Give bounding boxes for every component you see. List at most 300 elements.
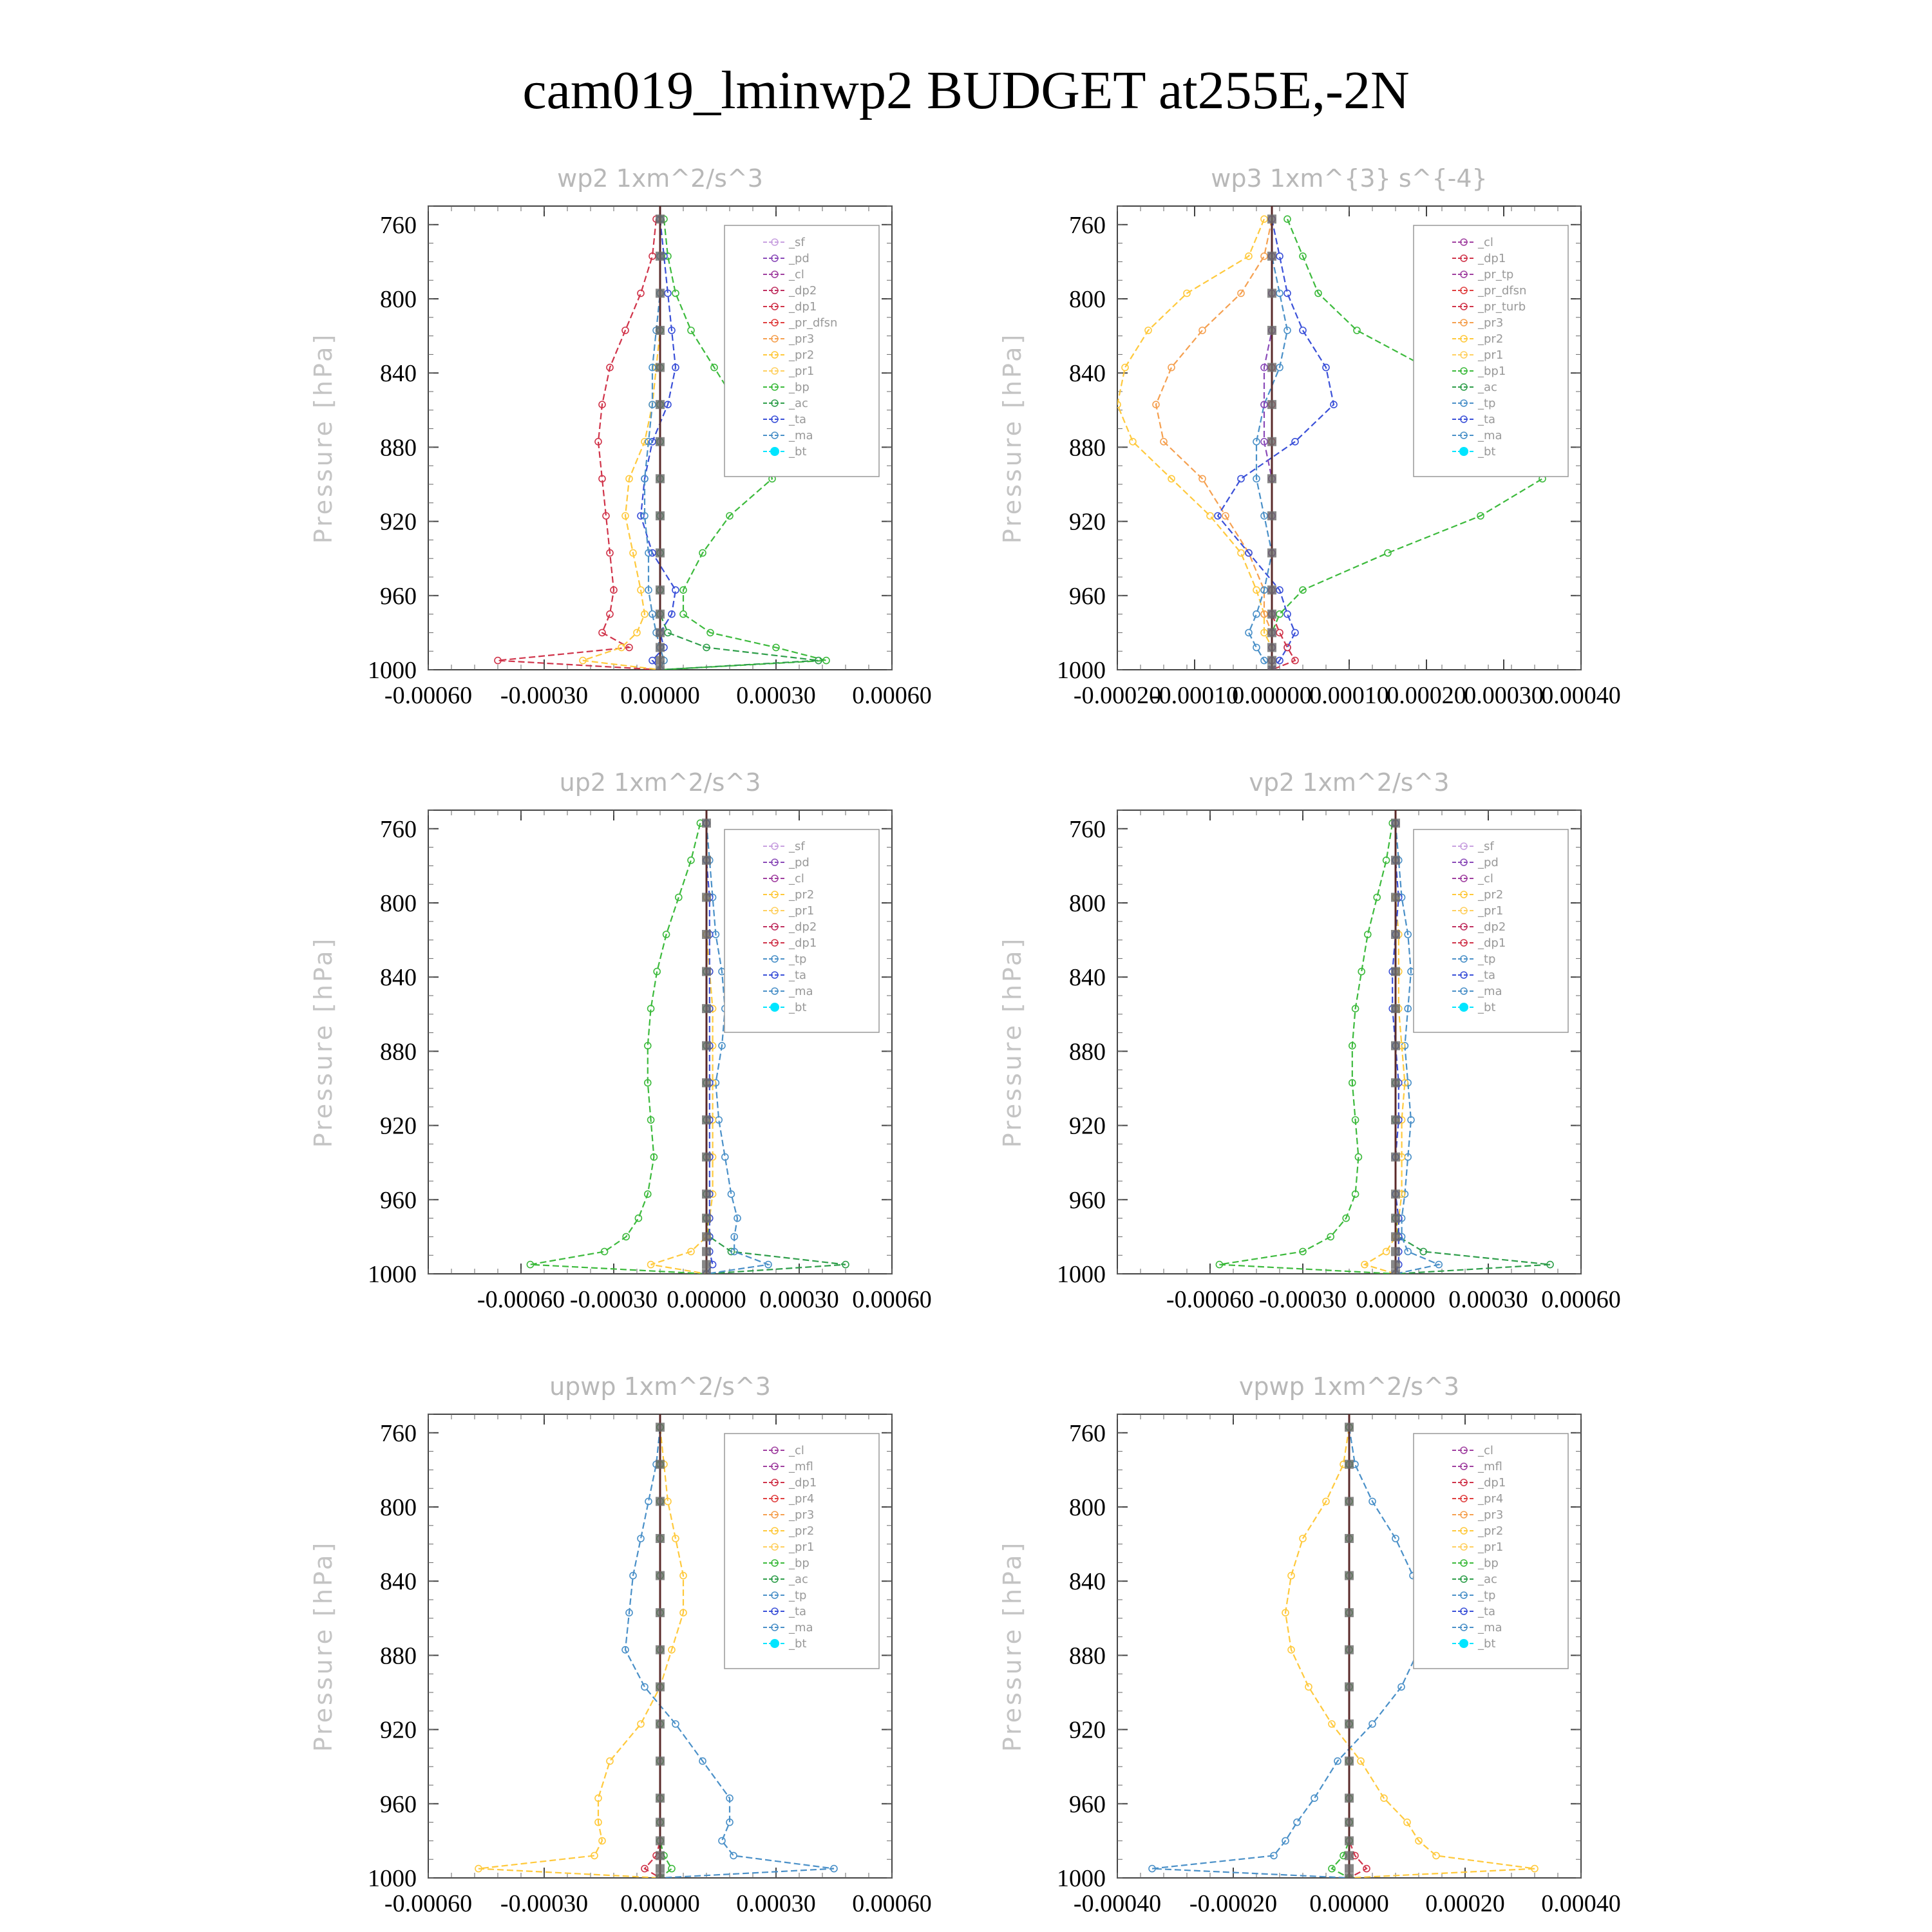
zero-marker [1391,1232,1400,1241]
y-tick-label: 920 [1069,1112,1106,1140]
zero-marker [1391,930,1400,939]
series-point-_tp [1369,1721,1376,1727]
x-tick-label: 0.00060 [852,1286,932,1313]
zero-marker [656,1836,665,1845]
series-point-_ta [1284,611,1291,618]
zero-marker [656,363,665,372]
legend-label: _ta [1478,969,1496,982]
legend-label: _dp2 [1478,920,1506,934]
legend-label: _mfl [789,1460,813,1473]
zero-marker [1345,1682,1354,1691]
legend-marker [770,1639,779,1648]
x-tick-label: 0.00020 [1387,682,1466,709]
legend-label: _cl [789,1444,804,1457]
zero-marker [702,1214,711,1223]
zero-marker [1267,363,1276,372]
zero-marker [656,1423,665,1432]
y-tick-label: 760 [1069,815,1106,843]
zero-marker [656,1571,665,1580]
x-tick-label: -0.00040 [1073,1890,1162,1917]
legend-label: _ma [1478,429,1502,442]
legend-label: _pr3 [789,332,815,346]
legend-label: _tp [789,1589,807,1602]
series-point-_ac [1276,611,1283,618]
y-tick-label: 800 [1069,286,1106,313]
zero-marker [1391,1189,1400,1198]
series-point-_tp [1405,1248,1411,1255]
series-point-_pr2 [1207,513,1213,519]
y-tick-label: 960 [1069,1790,1106,1818]
x-tick-label: 0.00000 [620,682,700,709]
zero-marker [1391,1004,1400,1013]
zero-marker [1345,1423,1354,1432]
series-line-_dp2 [498,219,660,670]
y-tick-label: 800 [380,890,417,917]
y-tick-label: 760 [380,211,417,239]
series-point-_pr_turb [1276,629,1283,636]
legend-label: _pr1 [1478,1540,1504,1554]
zero-marker [1345,1497,1354,1506]
zero-marker [656,1497,665,1506]
panel-up2 [309,768,932,1313]
legend-label: _pr1 [1478,348,1504,362]
legend-label: _pr_turb [1478,300,1526,314]
legend-label: _pd [789,856,810,869]
series-point-_pr2 [1122,365,1128,371]
legend-label: _pr4 [1478,1492,1504,1506]
y-tick-label: 920 [380,1716,417,1744]
x-tick-label: -0.00020 [1189,1890,1278,1917]
panel-wp2 [309,164,932,709]
y-tick-label: 920 [1069,1716,1106,1744]
x-tick-label: 0.00000 [1309,1890,1389,1917]
legend-label: _pr3 [1478,316,1504,330]
legend-label: _pr2 [1478,888,1504,902]
x-tick-label: -0.00010 [1150,682,1239,709]
x-tick-label: 0.00020 [1425,1890,1505,1917]
zero-marker [1267,656,1276,665]
legend-label: _mfl [1478,1460,1502,1473]
legend-label: _pd [1478,856,1499,869]
legend-label: _ta [1478,413,1496,426]
panel-title: vp2 1xm^2/s^3 [1249,768,1450,797]
x-tick-label: -0.00060 [384,1890,473,1917]
series-line-_pr2 [1117,219,1272,670]
legend-label: _pr_dfsn [1478,284,1527,298]
legend-label: _sf [789,236,805,249]
zero-marker [1345,1534,1354,1543]
zero-marker [702,819,711,828]
series-point-_ta [1238,475,1244,482]
zero-marker [702,1189,711,1198]
y-tick-label: 960 [380,1186,417,1214]
series-point-_ac [665,629,671,636]
zero-marker [656,1460,665,1469]
x-tick-label: 0.00030 [1464,682,1544,709]
legend-label: _ma [789,429,813,442]
panel-title: up2 1xm^2/s^3 [559,768,761,797]
zero-marker [1267,628,1276,637]
legend-label: _bt [1478,445,1496,459]
y-tick-label: 840 [1069,360,1106,388]
legend-label: _tp [1478,1589,1496,1602]
zero-marker [656,585,665,594]
legend-label: _ac [789,1573,808,1586]
legend-label: _bp1 [1478,365,1506,378]
y-tick-label: 1000 [1057,1865,1106,1892]
zero-marker [656,437,665,446]
zero-marker [656,628,665,637]
legend-label: _dp1 [1478,936,1506,950]
x-tick-label: 0.00010 [1309,682,1389,709]
x-tick-label: -0.00030 [1258,1286,1347,1313]
y-tick-label: 880 [1069,1642,1106,1670]
legend-label: _pr1 [789,365,815,378]
legend-label: _cl [1478,872,1493,886]
y-tick-label: 1000 [1057,1261,1106,1288]
zero-marker [1345,1645,1354,1654]
zero-marker [702,1115,711,1124]
zero-marker [702,1041,711,1050]
zero-marker [656,1851,665,1860]
series-point-_ac [1385,550,1391,556]
zero-marker [1345,1851,1354,1860]
zero-marker [1345,1794,1354,1803]
zero-marker [1267,474,1276,483]
legend-label: _ta [789,1605,807,1618]
zero-marker [1267,549,1276,558]
y-axis-label: Pressure [hPa] [309,936,337,1148]
panel-upwp [309,1372,932,1917]
zero-marker [656,289,665,298]
legend-label: _ma [789,1621,813,1634]
zero-marker [656,474,665,483]
zero-marker [1267,511,1276,520]
legend-label: _dp1 [1478,252,1506,265]
series-line-_dp1 [530,823,706,1274]
zero-marker [1391,1115,1400,1124]
legend-label: _cl [789,872,804,886]
series-point-_pr3 [1199,327,1206,334]
legend-label: _bt [789,1001,807,1014]
legend-label: _pr_dfsn [789,316,838,330]
legend-marker [1459,1639,1468,1648]
legend-label: _pd [789,252,810,265]
series-point-_bp [668,1866,675,1872]
x-tick-label: 0.00000 [1232,682,1312,709]
y-tick-label: 880 [380,1642,417,1670]
zero-marker [656,1873,665,1882]
series-point-_pr1 [638,1721,644,1727]
zero-marker [656,643,665,652]
series-point-_pr3 [1168,365,1175,371]
zero-marker [702,893,711,902]
y-tick-label: 960 [1069,582,1106,610]
zero-marker [656,1794,665,1803]
y-tick-label: 1000 [368,1865,417,1892]
zero-marker [656,549,665,558]
zero-marker [1345,1836,1354,1845]
legend-marker [770,1003,779,1012]
zero-marker [702,1269,711,1278]
legend-label: _dp1 [1478,1476,1506,1490]
legend-label: _bt [1478,1001,1496,1014]
panel-title: wp2 1xm^2/s^3 [557,164,763,193]
legend-label: _ma [789,985,813,998]
legend-label: _bt [789,445,807,459]
series-point-_tp [641,1683,648,1690]
legend-label: _sf [789,840,805,853]
y-tick-label: 920 [380,508,417,536]
legend-marker [770,447,779,456]
x-tick-label: 0.00030 [759,1286,839,1313]
x-tick-label: 0.00030 [1448,1286,1528,1313]
y-tick-label: 800 [1069,890,1106,917]
y-axis-label: Pressure [hPa] [998,1540,1027,1752]
zero-marker [702,1260,711,1269]
zero-marker [1267,585,1276,594]
legend-label: _tp [1478,952,1496,966]
panel-vpwp [998,1372,1621,1917]
legend-label: _dp2 [789,920,817,934]
zero-marker [656,214,665,223]
x-tick-label: 0.00040 [1541,1890,1621,1917]
y-tick-label: 840 [1069,964,1106,992]
legend-label: _bp [1478,1557,1499,1570]
legend-label: _bp [789,1557,810,1570]
y-tick-label: 960 [380,1790,417,1818]
legend-label: _pr3 [789,1508,815,1522]
y-tick-label: 1000 [368,657,417,684]
series-point-_ac [1354,327,1360,334]
zero-marker [1391,1247,1400,1256]
legend-label: _cl [789,268,804,281]
y-tick-label: 840 [1069,1568,1106,1596]
series-point-_dp2 [607,611,613,618]
x-tick-label: 0.00030 [736,1890,816,1917]
series-point-_tp [719,1837,725,1844]
legend-label: _pr2 [1478,332,1504,346]
zero-marker [656,1818,665,1827]
legend-label: _pr2 [1478,1524,1504,1538]
legend-label: _pr2 [789,348,815,362]
zero-marker [656,1534,665,1543]
series-point-_bp [680,611,687,618]
zero-marker [1267,643,1276,652]
zero-marker [1267,400,1276,409]
zero-marker [1391,1041,1400,1050]
y-tick-label: 1000 [368,1261,417,1288]
zero-marker [1267,437,1276,446]
x-tick-label: -0.00060 [1166,1286,1255,1313]
zero-marker [656,1864,665,1873]
legend-label: _dp2 [789,284,817,298]
zero-marker [656,1645,665,1654]
zero-marker [656,665,665,674]
zero-marker [1267,610,1276,619]
legend-label: _bt [1478,1637,1496,1651]
y-tick-label: 880 [1069,434,1106,462]
y-tick-label: 760 [380,1419,417,1447]
zero-marker [1391,856,1400,865]
y-tick-label: 800 [380,1494,417,1521]
legend-label: _pr2 [789,1524,815,1538]
series-point-_dp1 [635,1215,641,1222]
legend-label: _pr1 [789,904,815,918]
x-tick-label: 0.00000 [620,1890,700,1917]
legend-label: _ma [1478,1621,1502,1634]
y-tick-label: 960 [380,582,417,610]
legend-label: _bp [789,381,810,394]
zero-marker [1345,1864,1354,1873]
series-point-_pr1 [1305,1683,1312,1690]
zero-marker [1345,1873,1354,1882]
x-tick-label: 0.00060 [852,682,932,709]
y-axis-label: Pressure [hPa] [998,332,1027,544]
series-point-_tp [1311,1795,1318,1801]
zero-marker [702,930,711,939]
y-tick-label: 1000 [1057,657,1106,684]
x-tick-label: -0.00020 [1073,682,1162,709]
series-point-_pr1 [1433,1852,1439,1859]
legend-label: _pr1 [789,1540,815,1554]
legend-label: _cl [1478,236,1493,249]
zero-marker [656,326,665,335]
y-axis-label: Pressure [hPa] [309,332,337,544]
series-point-_tp [730,1852,737,1859]
series-point-_tp [672,1721,679,1727]
zero-marker [656,1757,665,1766]
series-point-_pr2 [618,644,625,650]
x-tick-label: 0.00040 [1541,682,1621,709]
y-tick-label: 800 [380,286,417,313]
x-tick-label: 0.00030 [736,682,816,709]
y-tick-label: 840 [380,360,417,388]
figure-title: cam019_lminwp2 BUDGET at255E,-2N [522,61,1410,120]
y-tick-label: 760 [380,815,417,843]
y-tick-label: 840 [380,964,417,992]
zero-marker [1391,893,1400,902]
series-point-_bp [688,327,694,334]
series-point-_pr1 [1383,1248,1390,1255]
series-point-_pr2 [1130,439,1136,445]
legend-label: _ta [789,413,807,426]
panel-title: wp3 1xm^{3} s^{-4} [1211,164,1488,193]
zero-marker [1391,1214,1400,1223]
series-line-_pr1 [478,1427,683,1878]
panel-title: upwp 1xm^2/s^3 [549,1372,771,1401]
zero-marker [1391,1153,1400,1162]
x-tick-label: -0.00060 [477,1286,565,1313]
zero-marker [702,1078,711,1087]
zero-marker [656,400,665,409]
zero-marker [656,511,665,520]
zero-marker [1391,1260,1400,1269]
x-tick-label: 0.00000 [667,1286,746,1313]
zero-marker [702,1153,711,1162]
zero-marker [656,610,665,619]
zero-marker [702,1004,711,1013]
legend-label: _sf [1478,840,1494,853]
x-tick-label: -0.00060 [384,682,473,709]
y-tick-label: 800 [1069,1494,1106,1521]
y-tick-label: 840 [380,1568,417,1596]
zero-marker [1345,1757,1354,1766]
y-axis-label: Pressure [hPa] [309,1540,337,1752]
series-point-_pr_turb [1284,644,1291,650]
legend-label: _dp1 [789,1476,817,1490]
legend-label: _tp [1478,397,1496,410]
legend-label: _dp1 [789,300,817,314]
x-tick-label: 0.00060 [852,1890,932,1917]
zero-marker [1391,819,1400,828]
zero-marker [1267,252,1276,261]
legend-label: _bt [789,1637,807,1651]
zero-marker [656,252,665,261]
legend-label: _pr4 [789,1492,815,1506]
panel-wp3 [998,164,1621,709]
series-point-_tp [1294,1819,1300,1826]
x-tick-label: -0.00030 [500,682,589,709]
zero-marker [1345,1719,1354,1728]
y-tick-label: 880 [380,434,417,462]
series-point-_pr2 [1238,550,1244,556]
series-point-_pr3 [1261,253,1267,260]
legend-label: _tp [789,952,807,966]
zero-marker [656,1682,665,1691]
x-tick-label: 0.00060 [1541,1286,1621,1313]
zero-marker [702,856,711,865]
y-tick-label: 960 [1069,1186,1106,1214]
y-tick-label: 760 [1069,1419,1106,1447]
zero-marker [702,1247,711,1256]
zero-marker [656,1719,665,1728]
y-tick-label: 880 [380,1038,417,1066]
x-tick-label: 0.00000 [1356,1286,1435,1313]
y-axis-label: Pressure [hPa] [998,936,1027,1148]
legend-label: _pr1 [1478,904,1504,918]
panel-title: vpwp 1xm^2/s^3 [1238,1372,1460,1401]
legend-label: _ma [1478,985,1502,998]
zero-marker [656,656,665,665]
series-point-_tp [1253,644,1260,650]
zero-marker [656,1608,665,1617]
zero-marker [702,967,711,976]
legend-label: _cl [1478,1444,1493,1457]
series-line-_tp [1152,1427,1425,1878]
zero-marker [1267,214,1276,223]
y-tick-label: 920 [1069,508,1106,536]
zero-marker [1391,1078,1400,1087]
zero-marker [1267,326,1276,335]
zero-marker [1267,289,1276,298]
legend-label: _dp1 [789,936,817,950]
series-point-_tp [1245,629,1252,636]
zero-marker [1345,1571,1354,1580]
zero-marker [1391,1269,1400,1278]
legend-label: _ac [1478,381,1497,394]
legend-label: _pr2 [789,888,815,902]
series-line-_dp1 [1219,823,1396,1274]
zero-marker [1391,967,1400,976]
x-tick-label: -0.00030 [500,1890,589,1917]
zero-marker [1267,665,1276,674]
y-tick-label: 880 [1069,1038,1106,1066]
zero-marker [1345,1608,1354,1617]
legend-label: _ta [789,969,807,982]
series-point-_dp1 [688,857,694,864]
legend-label: _ac [1478,1573,1497,1586]
